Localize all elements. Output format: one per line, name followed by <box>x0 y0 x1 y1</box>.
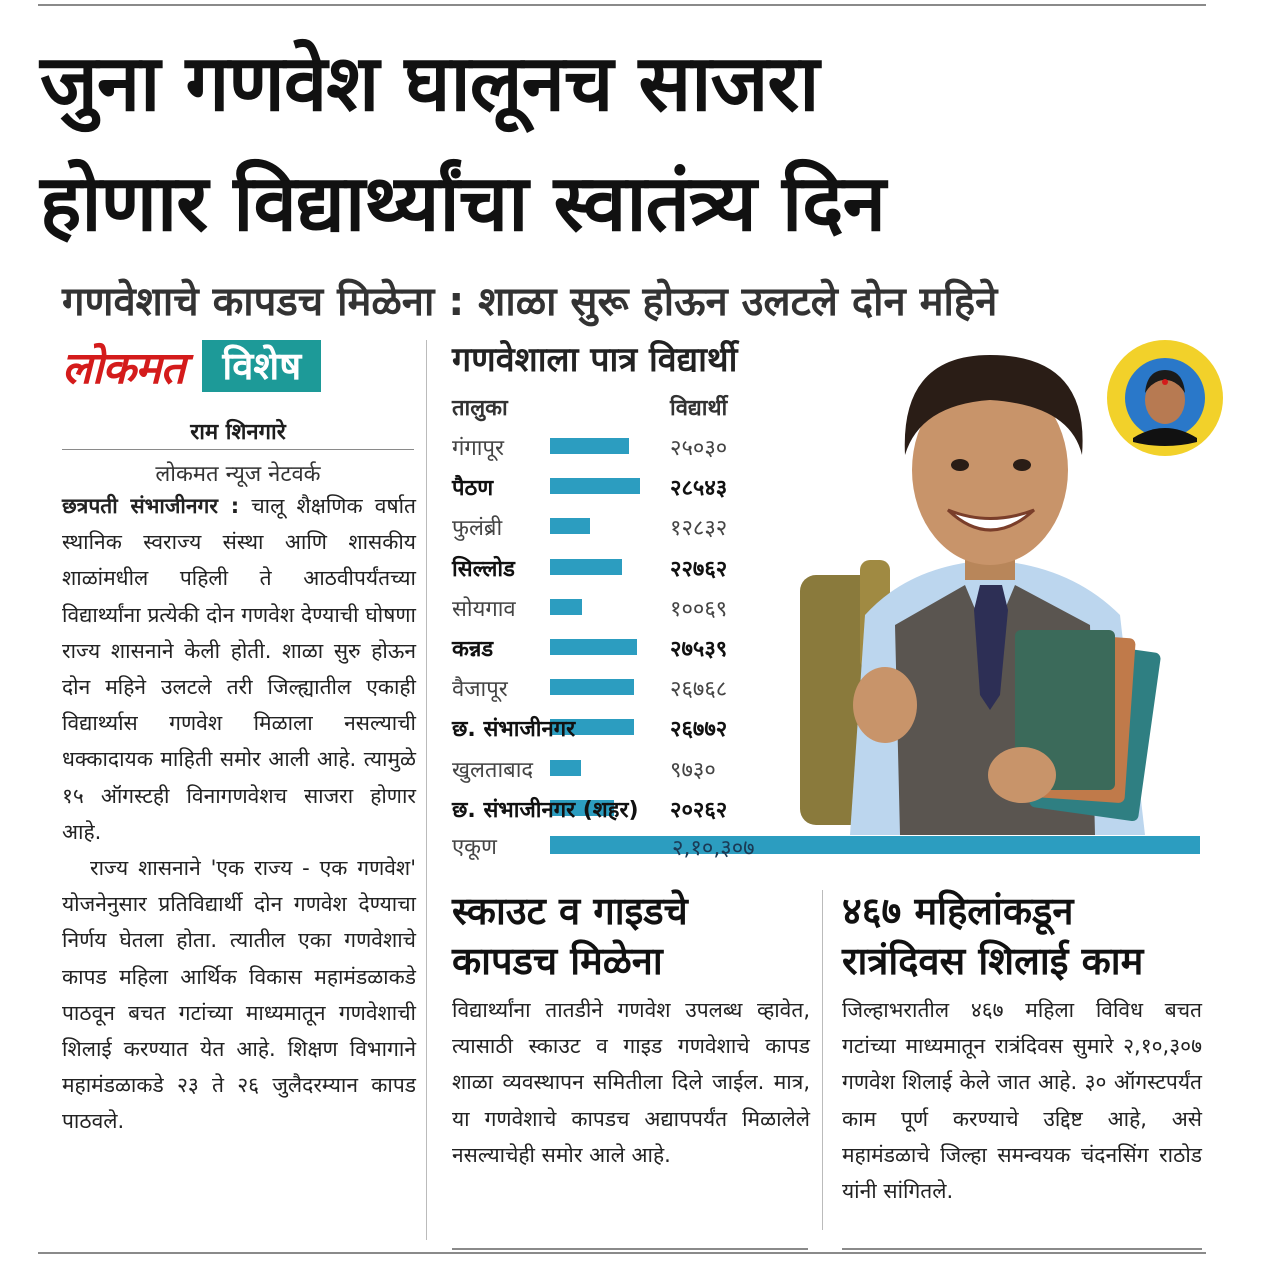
brand-tag <box>62 340 321 392</box>
scout-heading-line-1: स्काउट व गाइडचे <box>452 889 688 933</box>
byline-divider <box>62 449 414 450</box>
bottom-rule <box>38 1252 1206 1254</box>
chart-header-students: विद्यार्थी <box>670 396 728 421</box>
chart-category-label: सिल्लोड <box>452 556 515 582</box>
total-value: २,१०,३०७ <box>672 836 755 861</box>
chart-value-label: १२८३२ <box>670 516 728 542</box>
chart-category-label: पैठण <box>452 476 494 502</box>
total-bar <box>550 836 1200 854</box>
chart-value-label: २५०३० <box>670 436 728 461</box>
article-paragraph-1-body: चालू शैक्षणिक वर्षात स्थानिक स्वराज्य संस्था आणि शासकीय शाळांमधील पहिली ते आठवीपर्यंतच्या विद्यार्थ्यांना प्रत्येकी दोन गणवेश देण्याची घोषणा राज्य शासनाने केली होती. शाळा सुरु होऊन दोन महिने उलटले तरी जिल्ह्यातील एकाही विद्यार्थ्यास गणवेश मिळाला नसल्याची धक्कादायक माहिती समोर आली आहे. त्यामुळे १५ ऑगस्टही विनागणवेशच साजरा होणार आहे. <box>62 494 416 844</box>
subheadline: गणवेशाचे कापडच मिळेना : शाळा सुरू होऊन उलटले दोन महिने <box>62 279 998 325</box>
special-badge: विशेष <box>202 340 321 392</box>
chart-title: गणवेशाला पात्र विद्यार्थी <box>452 340 738 380</box>
right-eye <box>1013 459 1031 471</box>
avatar-tilak <box>1162 379 1168 385</box>
chart-value-label: २२७६२ <box>670 556 728 582</box>
chart-value-label: २६७७२ <box>670 717 728 743</box>
headline-line-1: जुना गणवेश घालूनच साजरा <box>40 39 819 129</box>
chart-category-label: छ. संभाजीनगर <box>452 717 576 743</box>
article-paragraph-2: राज्य शासनाने 'एक राज्य - एक गणवेश' योजनेनुसार प्रतिविद्यार्थी दोन गणवेश देण्याचा निर्णय घेतला होता. त्यातील एका गणवेशाचे कापड महिला आर्थिक विकास महामंडळाकडे पाठवून बचत गटांच्या माध्यमातून गणवेशाची शिलाई करण्यात येत आहे. शिक्षण विभागाने महामंडळाकडे २३ ते २६ जुलैदरम्यान कापड पाठवले. <box>62 856 416 1134</box>
scout-body: विद्यार्थ्यांना तातडीने गणवेश उपलब्ध व्हावेत, त्यासाठी स्काउट व गाइड गणवेशाचे कापड शाळा व्यवस्थापन समितीला दिले जाईल. मात्र, या गणवेशाचे कापडच अद्यापपर्यंत मिळालेले नसल्याचेही समोर आले आहे. <box>452 998 810 1167</box>
chart-category-label: सोयगाव <box>452 596 516 622</box>
women-bottom-rule <box>842 1248 1202 1250</box>
left-column-rule <box>426 340 427 1240</box>
chart-bar <box>550 438 629 454</box>
top-rule <box>38 4 1206 6</box>
chart-category-label: कन्नड <box>452 637 494 662</box>
chart-bar <box>550 478 640 494</box>
chart-value-label: २०२६२ <box>670 797 728 823</box>
author-name: राम शिनगारे <box>190 420 286 445</box>
chart-value-label: २६७६८ <box>670 677 728 703</box>
scout-heading-line-2: कापडच मिळेना <box>452 939 663 983</box>
chart-value-label: ९७३० <box>670 757 716 783</box>
women-body: जिल्हाभरातील ४६७ महिला विविध बचत गटांच्या माध्यमातून रात्रंदिवस सुमारे २,१०,३०७ गणवेश शिलाई केले जात आहे. ३० ऑगस्टपर्यंत काम पूर्ण करण्याचे उद्दिष्ट आहे, असे महामंडळाचे जिल्हा समन्वयक चंदनसिंग राठोड यांनी सांगितले. <box>842 998 1202 1204</box>
left-hand <box>853 667 917 743</box>
women-heading-line-2: रात्रंदिवस शिलाई काम <box>842 939 1144 983</box>
chart-bar <box>550 679 634 695</box>
chart-bar <box>550 760 581 776</box>
chart-bar <box>550 518 590 534</box>
chart-bar <box>550 559 622 575</box>
chart-category-label: गंगापूर <box>452 436 504 461</box>
chart-category-label: खुलताबाद <box>452 757 534 783</box>
lokmat-logo: लोकमत <box>62 343 185 394</box>
chart-category-label: फुलंब्री <box>452 516 503 542</box>
women-heading-line-1: ४६७ महिलांकडून <box>842 889 1074 933</box>
article-paragraph-1 <box>62 488 416 850</box>
chart-value-label: २८५४३ <box>670 476 728 502</box>
profile-badge <box>1105 338 1225 458</box>
chart-value-label: १००६९ <box>670 596 728 622</box>
news-network: लोकमत न्यूज नेटवर्क <box>155 462 321 487</box>
dateline: छत्रपती संभाजीनगर : <box>62 494 240 518</box>
chart-bar <box>550 599 582 615</box>
left-eye <box>951 459 969 471</box>
sections-divider <box>822 890 823 1230</box>
scout-bottom-rule <box>452 1248 808 1250</box>
chart-header-taluka: तालुका <box>452 396 508 421</box>
main-article <box>62 488 416 1140</box>
total-label: एकूण <box>452 835 497 860</box>
chart-value-label: २७५३९ <box>670 637 728 662</box>
chart-category-label: छ. संभाजीनगर (शहर) <box>452 797 639 823</box>
chart-bar <box>550 639 637 655</box>
chart-category-label: वैजापूर <box>452 677 508 703</box>
right-hand <box>988 747 1056 803</box>
headline-line-2: होणार विद्यार्थ्यांचा स्वातंत्र्य दिन <box>40 159 885 249</box>
